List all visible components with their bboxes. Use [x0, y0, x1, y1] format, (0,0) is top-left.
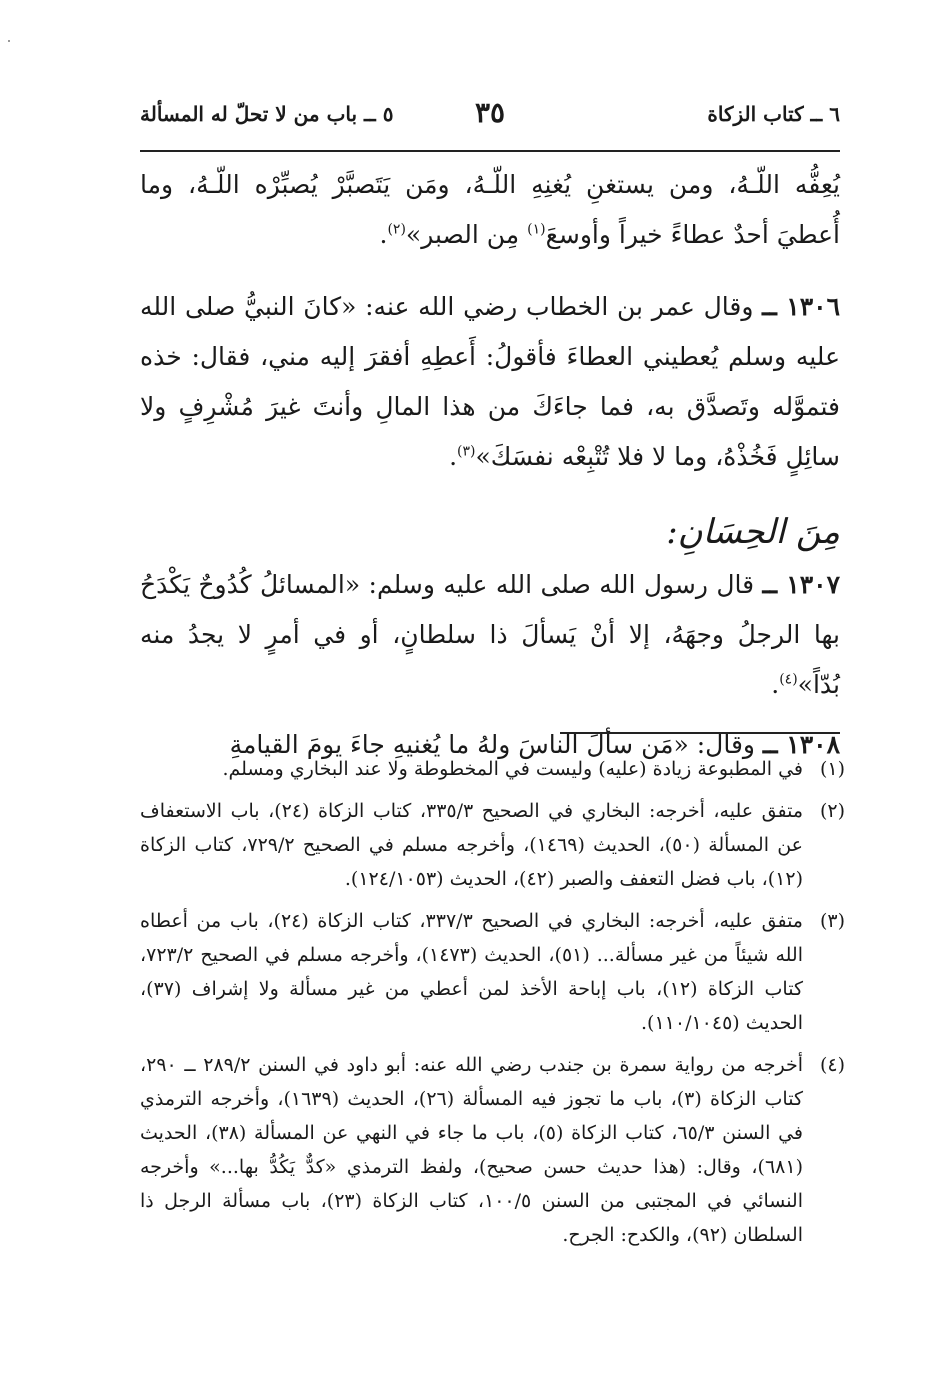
- footnote-text: متفق عليه، أخرجه: البخاري في الصحيح ٣٣٥/٣، كتاب الزكاة (٢٤)، باب الاستعفاف عن المسألة (٥٠)، الحديث (١٤٦٩)، وأخرجه مسلم في الصحيح ٧٢٩/٢، كتاب الزكاة (١٢)، باب فضل التعفف والصبر (٤٢)، الحديث (١٢٤/١٠٥٣).: [140, 800, 803, 890]
- text-run: .: [379, 220, 388, 249]
- hadith-text: قال رسول الله صلى الله عليه وسلم: «المسائلُ كُدُوحٌ يَكْدَحُ بها الرجلُ وجهَهُ، إلا أنْ يَسألَ ذا سلطانٍ، أو في أمرٍ لا يجدُ منه بُدّاً»: [140, 570, 840, 699]
- footnote-ref: (١): [527, 221, 546, 238]
- footnote-number: (٢): [819, 800, 845, 822]
- hadith-number: ١٣٠٦ ــ: [762, 292, 840, 321]
- footnote: [140, 794, 845, 896]
- text-run: .: [449, 442, 458, 471]
- footnote-number: (٣): [819, 910, 845, 932]
- main-text: [140, 160, 840, 792]
- page-number: ٣٥: [474, 96, 506, 129]
- footnote: [140, 904, 845, 1040]
- hadith-1306: [140, 282, 840, 482]
- footnote: [140, 752, 845, 786]
- footnote-text: أخرجه من رواية سمرة بن جندب رضي الله عنه: أبو داود في السنن ٢٨٩/٢ ــ ٢٩٠، كتاب الزكاة (٣)، باب ما تجوز فيه المسألة (٢٦)، الحديث (١٦٣٩)، وأخرجه الترمذي في السنن ٦٥/٣، كتاب الزكاة (٥)، باب ما جاء في النهي عن المسألة (٣٨)، الحديث (٦٨١)، وقال: (هذا حديث حسن صحيح)، ولفظ الترمذي «كدٌّ يَكُدُّ بها...» وأخرجه النسائي في المجتبى من السنن ١٠٠/٥، كتاب الزكاة (٢٣)، باب مسألة الرجل ذا السلطان (٩٢)، والكدح: الجرح.: [140, 1054, 804, 1246]
- hadith-text: وقال عمر بن الخطاب رضي الله عنه: «كانَ النبيُّ صلى الله عليه وسلم يُعطيني العطاءَ فأقولُ: أَعطِهِ أفقرَ إليه مني، فقال: خذه فتموَّله وتَصدَّق به، فما جاءَكَ من هذا المالِ وأنتَ غيرَ مُشْرِفٍ ولا سائِلٍ فَخُذْهُ، وما لا فلا تُتْبِعْه نفسَكَ»: [140, 292, 840, 471]
- chapter-title: ٦ ــ كتاب الزكاة: [707, 102, 840, 126]
- footnote-ref: (٣): [457, 443, 476, 460]
- footnote-text: في المطبوعة زيادة (عليه) وليست في المخطوطة ولا عند البخاري ومسلم.: [222, 758, 803, 780]
- hadith-text: وقال: «مَن سألَ الناسَ ولهُ ما يُغنيهِ جاءَ يومَ القيامةِ: [229, 730, 763, 759]
- text-run: مِن الصبر»: [405, 220, 528, 249]
- margin-mark: [8, 40, 10, 42]
- hadith-1307: [140, 560, 840, 710]
- footnote-divider: [560, 732, 840, 734]
- running-header: [140, 96, 840, 146]
- header-divider: [140, 150, 840, 152]
- footnote-text: متفق عليه، أخرجه: البخاري في الصحيح ٣٣٧/٣، كتاب الزكاة (٢٤)، باب من أعطاه الله شيئاً من غير مسألة... (٥١)، الحديث (١٤٧٣)، وأخرجه مسلم في الصحيح ٧٢٣/٢، كتاب الزكاة (١٢)، باب إباحة الأخذ لمن أعطي من غير مسألة ولا إشراف (٣٧)، الحديث (١١٠/١٠٤٥).: [140, 910, 803, 1034]
- footnotes: [140, 752, 845, 1260]
- hadith-number: ١٣٠٨ ــ: [762, 730, 840, 759]
- text-run: .: [771, 670, 780, 699]
- footnote-ref: (٢): [387, 221, 406, 238]
- paragraph-continuation: [140, 160, 840, 260]
- section-heading: مِنَ الحِسَانِ:: [666, 512, 840, 552]
- section-title: ٥ ــ باب من لا تحلّ له المسألة: [140, 102, 394, 126]
- footnote: [140, 1048, 845, 1252]
- footnote-number: (١): [819, 758, 845, 780]
- footnote-number: (٤): [819, 1054, 845, 1076]
- footnote-ref: (٤): [779, 671, 798, 688]
- hadith-number: ١٣٠٧ ــ: [762, 570, 840, 599]
- text-run: يُعِفُّه اللّـهُ، ومن يستغنِ يُغنِهِ اللّـهُ، ومَن يَتَصبَّرْ يُصبِّرْه اللّـهُ، وما أُعطيَ أحدٌ عطاءً خيراً وأوسعَ: [140, 170, 840, 249]
